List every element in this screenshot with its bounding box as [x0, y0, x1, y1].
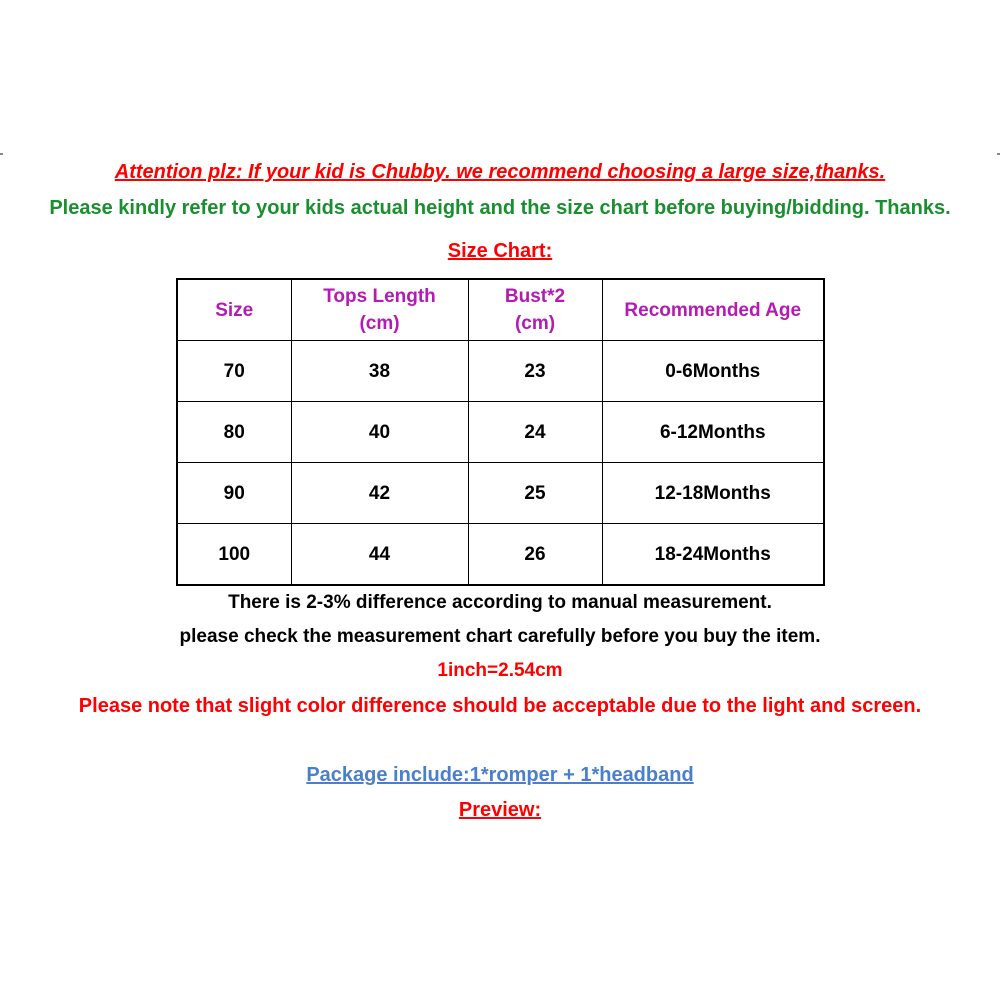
- measurement-difference-note: There is 2-3% difference according to manual measurement.: [228, 592, 772, 613]
- cell-tops-length: 38: [291, 341, 468, 402]
- header-bust-label: Bust*2: [504, 286, 566, 307]
- cell-recommended-age: 0-6Months: [602, 341, 824, 402]
- color-difference-note: Please note that slight color difference should be acceptable due to the light and screen.: [78, 695, 922, 717]
- cell-size: 80: [177, 402, 291, 463]
- header-tops-length-unit: (cm): [359, 313, 400, 334]
- cell-bust: 24: [468, 402, 602, 463]
- header-recommended-age-label: Recommended Age: [624, 299, 802, 321]
- attention-notice: Attention plz: If your kid is Chubby. we recommend choosing a large size,thanks.: [114, 161, 886, 183]
- header-tops-length: [291, 279, 468, 341]
- size-chart-table: [176, 278, 825, 586]
- edge-mark-left: [0, 153, 3, 155]
- cell-bust: 23: [468, 341, 602, 402]
- cell-size: 100: [177, 524, 291, 586]
- cell-size: 90: [177, 463, 291, 524]
- package-include: Package include:1*romper + 1*headband: [306, 764, 694, 786]
- header-size: [177, 279, 291, 341]
- header-bust-unit: (cm): [514, 313, 556, 334]
- table-row: [177, 524, 824, 586]
- refer-instruction: Please kindly refer to your kids actual height and the size chart before buying/bidding. Thanks.: [49, 197, 951, 219]
- cell-bust: 25: [468, 463, 602, 524]
- inch-conversion-note: 1inch=2.54cm: [437, 660, 563, 681]
- table-row: [177, 402, 824, 463]
- table-row: [177, 463, 824, 524]
- check-chart-note: please check the measurement chart carefully before you buy the item.: [179, 626, 821, 647]
- header-bust: [468, 279, 602, 341]
- cell-tops-length: 40: [291, 402, 468, 463]
- cell-recommended-age: 6-12Months: [602, 402, 824, 463]
- cell-tops-length: 42: [291, 463, 468, 524]
- cell-recommended-age: 12-18Months: [602, 463, 824, 524]
- header-recommended-age: [602, 279, 824, 341]
- header-tops-length-label: Tops Length: [323, 286, 436, 307]
- size-chart-title: Size Chart:: [447, 240, 553, 262]
- preview-label: Preview:: [458, 799, 542, 821]
- header-size-label: Size: [215, 299, 254, 321]
- cell-tops-length: 44: [291, 524, 468, 586]
- cell-recommended-age: 18-24Months: [602, 524, 824, 586]
- table-header-row: [177, 279, 824, 341]
- cell-bust: 26: [468, 524, 602, 586]
- table-row: [177, 341, 824, 402]
- cell-size: 70: [177, 341, 291, 402]
